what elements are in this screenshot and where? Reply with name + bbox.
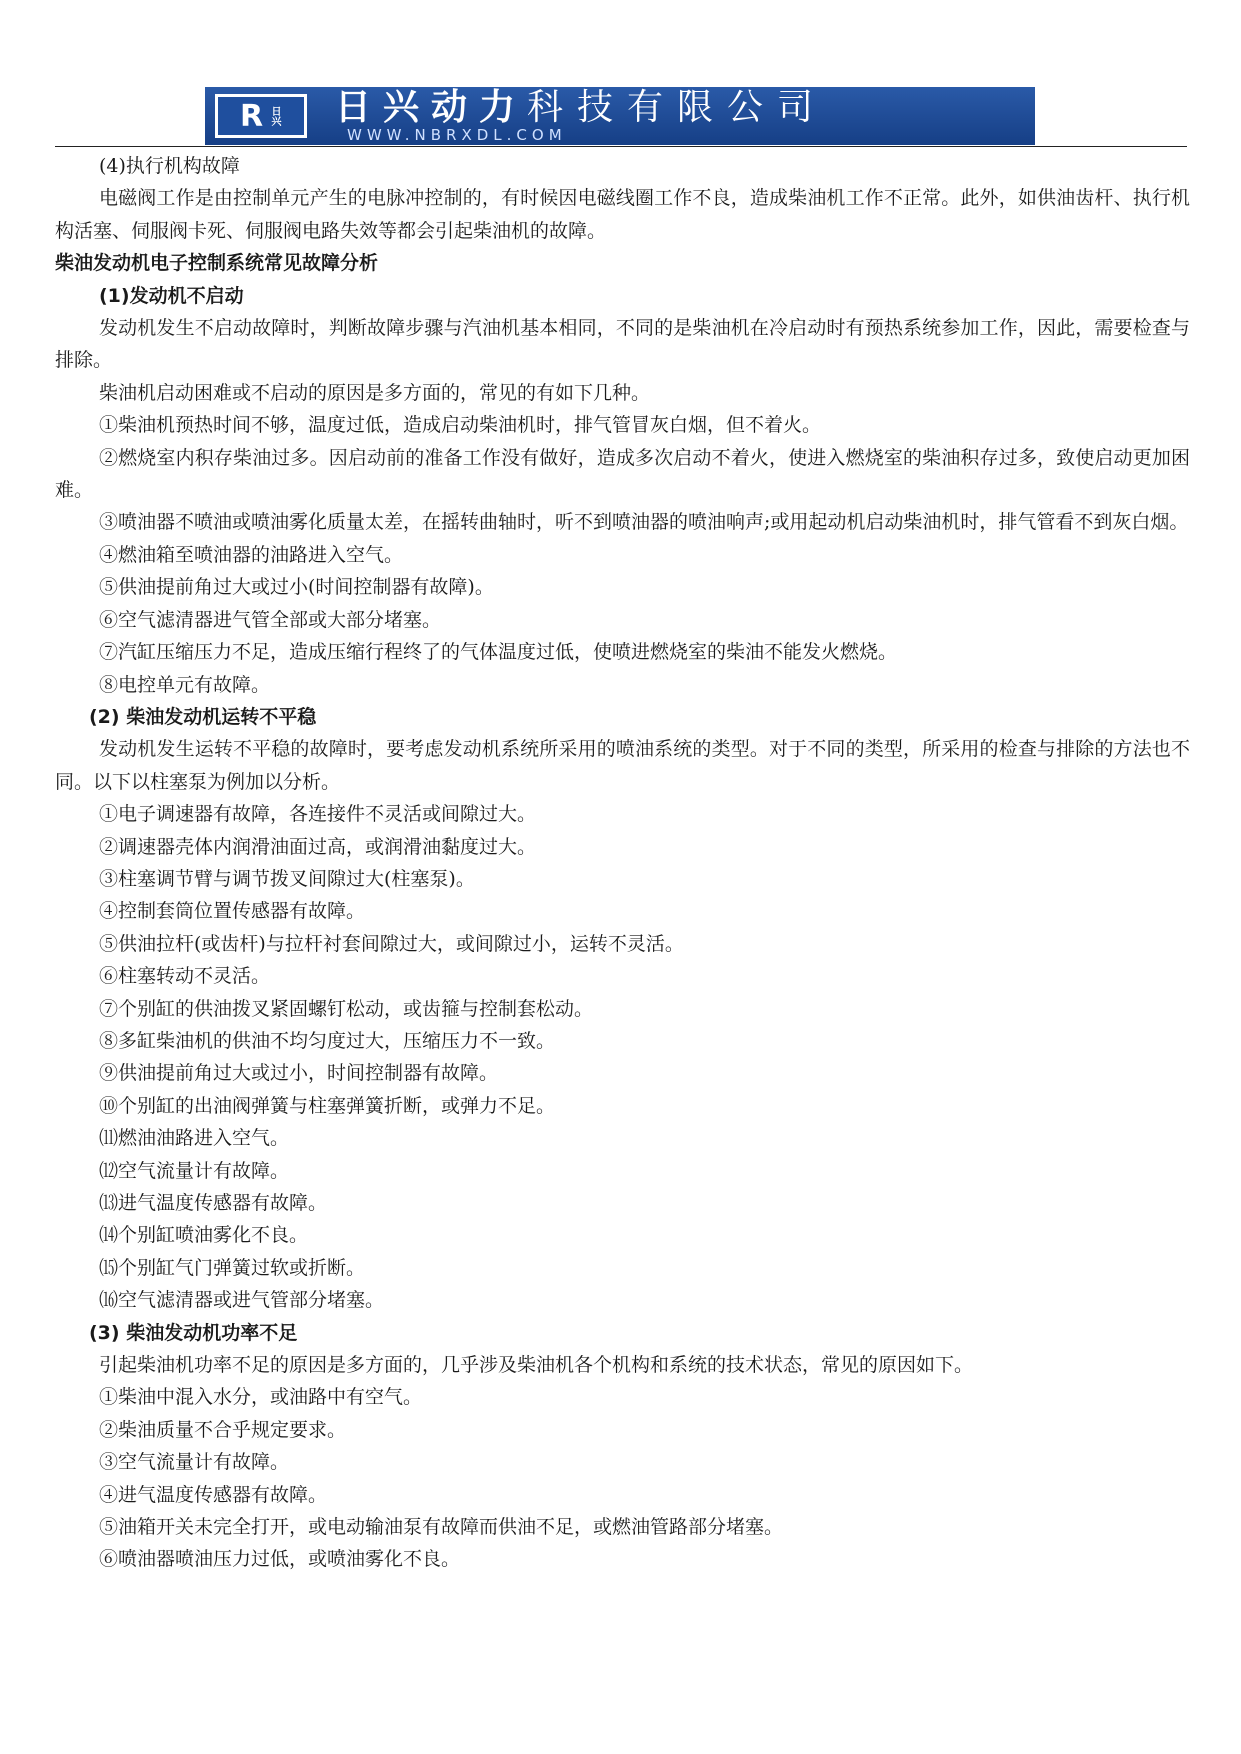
paragraph-line: 柴油机启动困难或不启动的原因是多方面的，常见的有如下几种。: [99, 381, 651, 404]
company-banner: [205, 87, 1035, 145]
document-body: [55, 150, 1190, 1576]
paragraph-line: ⑤供油拉杆(或齿杆)与拉杆衬套间隙过大，或间隙过小，运转不灵活。: [99, 932, 684, 955]
paragraph-line: ⑨供油提前角过大或过小，时间控制器有故障。: [99, 1062, 499, 1085]
paragraph-line: ⑤油箱开关未完全打开，或电动输油泵有故障而供油不足，或燃油管路部分堵塞。: [99, 1516, 784, 1539]
paragraph-line: ⑩个别缸的出油阀弹簧与柱塞弹簧折断，或弹力不足。: [99, 1094, 556, 1117]
paragraph-line: ⒀进气温度传感器有故障。: [99, 1192, 328, 1214]
paragraph-line: ①电子调速器有故障，各连接件不灵活或间隙过大。: [99, 803, 537, 826]
paragraph-line: ⑦个别缸的供油拨叉紧固螺钉松动，或齿箍与控制套松动。: [99, 997, 594, 1020]
section-heading: (1)发动机不启动: [99, 284, 244, 307]
paragraph-line: ①柴油中混入水分，或油路中有空气。: [99, 1386, 423, 1409]
paragraph-line: 电磁阀工作是由控制单元产生的电脉冲控制的，有时候因电磁线圈工作不良，造成柴油机工作不正常。此外，如供油齿杆、执行机构活塞、伺服阀卡死、伺服阀电路失效等都会引起柴油机的故障。: [55, 187, 1190, 242]
paragraph-line: ⒂个别缸气门弹簧过软或折断。: [99, 1256, 366, 1279]
paragraph-line: ①柴油机预热时间不够，温度过低，造成启动柴油机时，排气管冒灰白烟，但不着火。: [99, 414, 822, 437]
paragraph-line: ⒃空气滤清器或进气管部分堵塞。: [99, 1289, 385, 1312]
paragraph-line: ⑧电控单元有故障。: [99, 673, 271, 696]
paragraph-line: 发动机发生不启动故障时，判断故障步骤与汽油机基本相同，不同的是柴油机在冷启动时有预热系统参加工作，因此，需要检查与排除。: [55, 317, 1190, 372]
paragraph-line: ⑾燃油油路进入空气。: [99, 1127, 290, 1150]
company-name-rest: 科技有限公司: [527, 87, 828, 128]
paragraph-line: ③喷油器不喷油或喷油雾化质量太差，在摇转曲轴时，听不到喷油器的喷油响声;或用起动机启动柴油机时，排气管看不到灰白烟。: [99, 511, 1189, 534]
paragraph-line: ⑥柱塞转动不灵活。: [99, 965, 271, 988]
logo-small-text: 日兴: [269, 106, 281, 126]
paragraph-line: ⒁个别缸喷油雾化不良。: [99, 1224, 309, 1247]
paragraph-line: (4)执行机构故障: [99, 155, 240, 177]
paragraph-line: ②调速器壳体内润滑油面过高，或润滑油黏度过大。: [99, 835, 537, 858]
company-url: WWW.NBRXDL.COM: [347, 126, 567, 144]
paragraph-line: ④控制套筒位置传感器有故障。: [99, 900, 366, 923]
header-divider: [55, 146, 1187, 147]
paragraph-line: ⑥空气滤清器进气管全部或大部分堵塞。: [99, 608, 442, 631]
paragraph-line: 引起柴油机功率不足的原因是多方面的，几乎涉及柴油机各个机构和系统的技术状态，常见的原因如下。: [99, 1354, 974, 1377]
paragraph-line: ⑦汽缸压缩压力不足，造成压缩行程终了的气体温度过低，使喷进燃烧室的柴油不能发火燃烧。: [99, 641, 898, 664]
company-logo: [215, 94, 307, 138]
paragraph-line: ⑧多缸柴油机的供油不均匀度过大，压缩压力不一致。: [99, 1029, 556, 1052]
paragraph-line: ⑥喷油器喷油压力过低，或喷油雾化不良。: [99, 1548, 461, 1571]
paragraph-line: ③柱塞调节臂与调节拨叉间隙过大(柱塞泵)。: [99, 867, 475, 890]
paragraph-line: 发动机发生运转不平稳的故障时，要考虑发动机系统所采用的喷油系统的类型。对于不同的类型，所采用的检查与排除的方法也不同。以下以柱塞泵为例加以分析。: [55, 738, 1190, 793]
section-heading: 柴油发动机电子控制系统常见故障分析: [55, 252, 379, 275]
brand-block: [335, 89, 827, 143]
paragraph-line: ⑤供油提前角过大或过小(时间控制器有故障)。: [99, 576, 494, 599]
paragraph-line: ②柴油质量不合乎规定要求。: [99, 1418, 347, 1441]
paragraph-line: ③空气流量计有故障。: [99, 1451, 290, 1474]
paragraph-line: ④进气温度传感器有故障。: [99, 1483, 328, 1506]
company-name-bold: 日兴动力: [335, 87, 528, 128]
section-heading: (3) 柴油发动机功率不足: [89, 1321, 298, 1344]
section-heading: (2) 柴油发动机运转不平稳: [89, 705, 317, 728]
paragraph-line: ④燃油箱至喷油器的油路进入空气。: [99, 543, 404, 566]
logo-letter: R: [239, 98, 264, 134]
paragraph-line: ②燃烧室内积存柴油过多。因启动前的准备工作没有做好，造成多次启动不着火，使进入燃烧室的柴油积存过多，致使启动更加困难。: [55, 446, 1190, 502]
company-name: [335, 89, 827, 127]
paragraph-line: ⑿空气流量计有故障。: [99, 1159, 290, 1182]
